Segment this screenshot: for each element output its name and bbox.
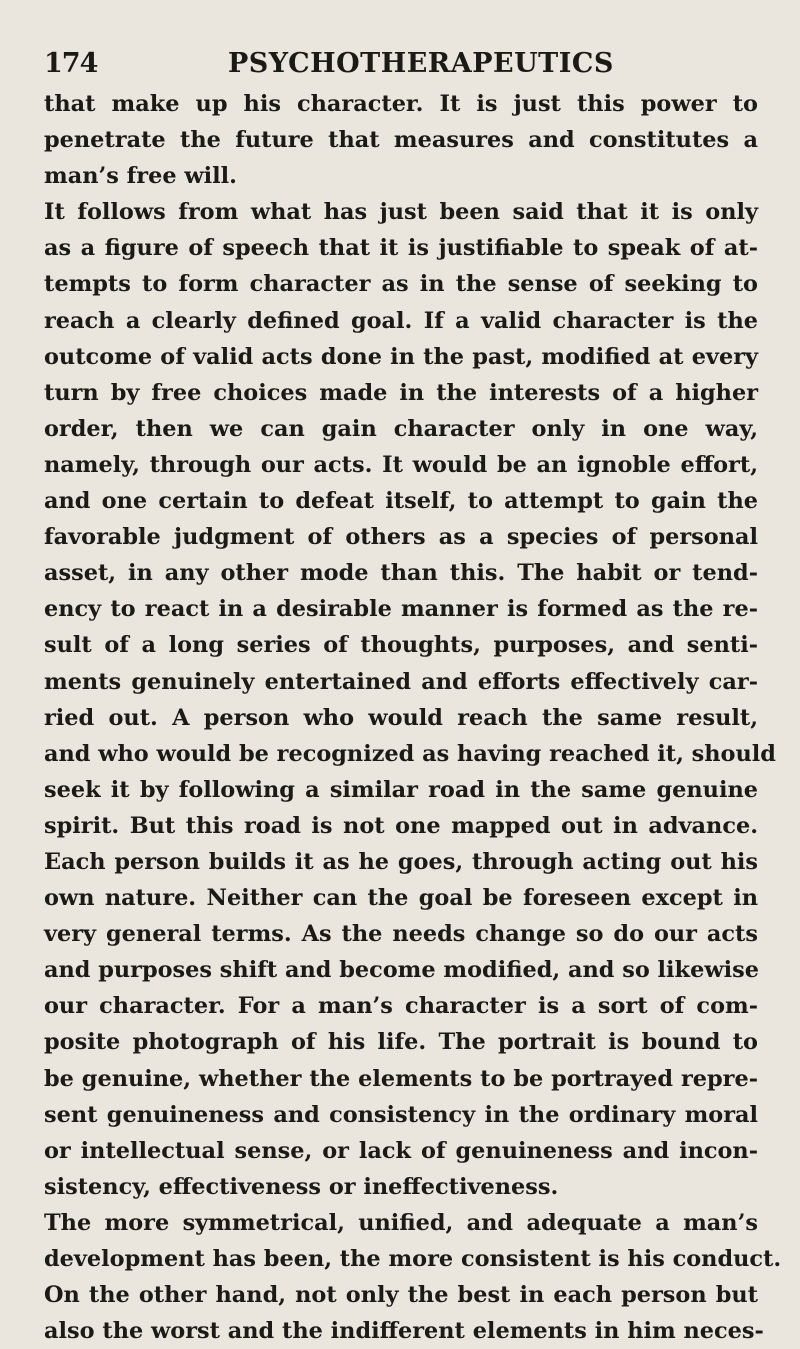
text-line: or intellectual sense, or lack of genuineness and incon- (44, 1137, 758, 1164)
text-line: that make up his character. It is just this power to (44, 91, 758, 117)
text-line: Each person builds it as he goes, through acting out his (44, 848, 758, 875)
text-line: man’s free will. (44, 163, 237, 190)
text-line: penetrate the future that measures and constitutes a (44, 127, 758, 154)
body-text (44, 86, 782, 1349)
text-line: asset, in any other mode than this. The habit or tend- (44, 560, 758, 587)
text-line: reach a clearly defined goal. If a valid character is the (44, 307, 758, 334)
page-content (44, 44, 782, 1349)
text-line: and who would be recognized as having reached it, should (44, 740, 776, 767)
text-line: and one certain to defeat itself, to attempt to gain the (44, 488, 758, 515)
text-line: It follows from what has just been said that it is only (44, 199, 758, 226)
text-line: posite photograph of his life. The portrait is bound to (44, 1029, 758, 1056)
text-line: be genuine, whether the elements to be portrayed repre- (44, 1065, 758, 1092)
text-line: ency to react in a desirable manner is formed as the re- (44, 596, 758, 623)
text-line: development has been, the more consistent is his conduct. (44, 1246, 782, 1272)
text-line: also the worst and the indifferent elements in him neces- (44, 1318, 764, 1345)
running-header (44, 44, 758, 84)
text-line: spirit. But this road is not one mapped out in advance. (44, 812, 758, 839)
text-line: seek it by following a similar road in the same genuine (44, 776, 758, 803)
text-line: sent genuineness and consistency in the ordinary moral (44, 1101, 758, 1128)
text-line: ments genuinely entertained and efforts effectively car- (44, 668, 758, 695)
text-line: very general terms. As the needs change so do our acts (44, 921, 758, 948)
text-line: The more symmetrical, unified, and adequate a man’s (44, 1209, 758, 1236)
text-line: ried out. A person who would reach the same result, (44, 704, 758, 731)
text-line: as a figure of speech that it is justifiable to speak of at- (44, 235, 758, 262)
text-line: sistency, effectiveness or ineffectiveness. (44, 1173, 559, 1200)
text-line: turn by free choices made in the interests of a higher (44, 379, 758, 406)
text-line: favorable judgment of others as a species of personal (44, 524, 758, 551)
text-line: own nature. Neither can the goal be foreseen except in (44, 885, 758, 912)
page-number: 174 (44, 48, 98, 79)
text-line: order, then we can gain character only in one way, (44, 415, 758, 442)
text-line: On the other hand, not only the best in each person but (44, 1282, 758, 1309)
running-title: PSYCHOTHERAPEUTICS (228, 48, 614, 79)
text-line: namely, through our acts. It would be an ignoble effort, (44, 451, 758, 478)
text-line: sult of a long series of thoughts, purposes, and senti- (44, 632, 758, 659)
text-line: and purposes shift and become modified, and so likewise (44, 957, 759, 984)
text-line: tempts to form character as in the sense of seeking to (44, 271, 758, 298)
text-line: our character. For a man’s character is a sort of com- (44, 993, 758, 1020)
text-line: outcome of valid acts done in the past, modified at every (44, 343, 758, 370)
